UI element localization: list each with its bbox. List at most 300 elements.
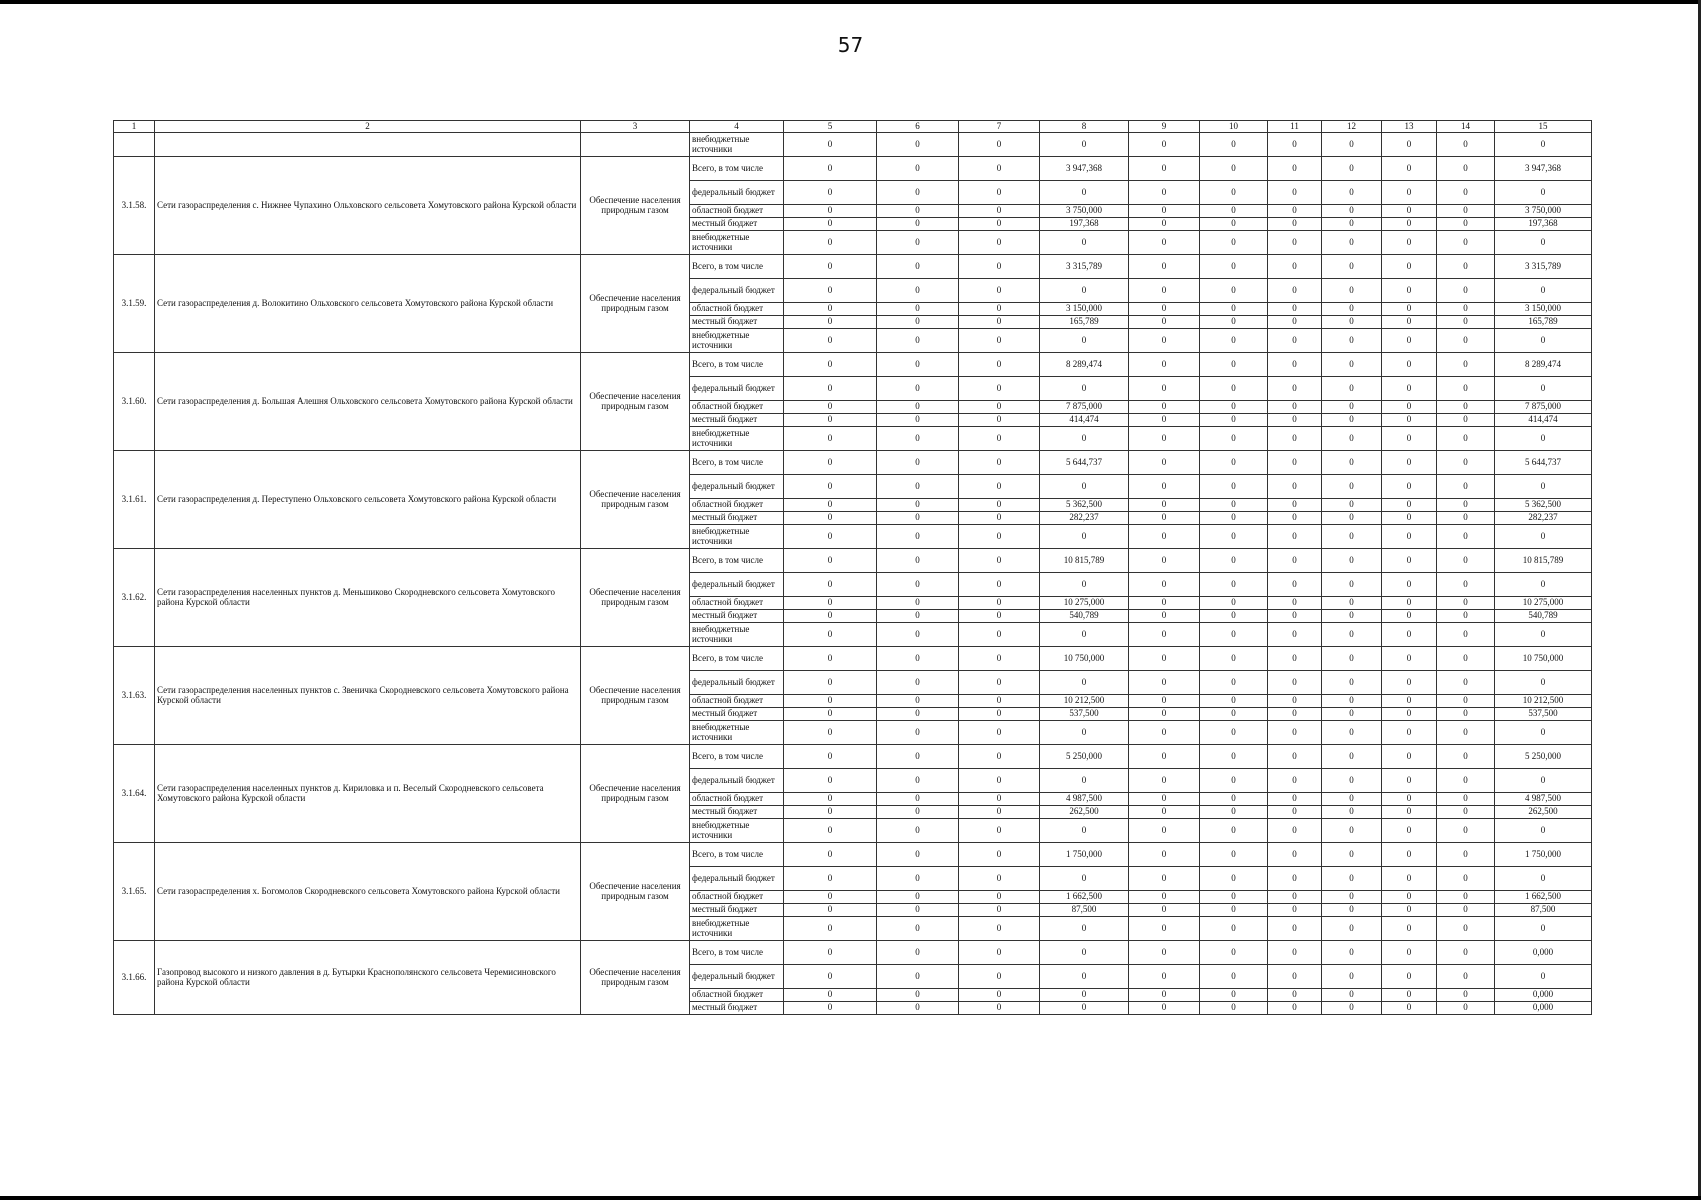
value-cell: 0 (877, 806, 959, 819)
project-purpose: Обеспечение населения природным газом (581, 451, 690, 549)
value-cell: 0 (877, 917, 959, 941)
value-cell: 0 (959, 549, 1040, 573)
value-cell: 0 (1322, 525, 1382, 549)
column-header: 9 (1129, 121, 1200, 133)
value-cell: 0 (1322, 353, 1382, 377)
funding-source-label: местный бюджет (690, 414, 784, 427)
value-cell: 0 (1040, 917, 1129, 941)
item-number: 3.1.60. (114, 353, 155, 451)
value-cell: 0 (1268, 610, 1322, 623)
value-cell: 0 (784, 941, 877, 965)
value-cell: 0 (877, 573, 959, 597)
item-number: 3.1.61. (114, 451, 155, 549)
value-cell: 0 (1322, 329, 1382, 353)
value-cell: 0 (1268, 329, 1322, 353)
value-cell: 0 (959, 904, 1040, 917)
value-cell: 0 (784, 218, 877, 231)
value-cell: 537,500 (1040, 708, 1129, 721)
value-cell: 0,000 (1495, 1002, 1592, 1015)
value-cell: 0 (877, 989, 959, 1002)
value-cell: 0 (1129, 721, 1200, 745)
value-cell: 0 (784, 525, 877, 549)
value-cell: 0 (784, 623, 877, 647)
value-cell: 0 (1129, 769, 1200, 793)
value-cell: 0 (1129, 133, 1200, 157)
value-cell: 0 (1268, 843, 1322, 867)
value-cell: 0 (1437, 941, 1495, 965)
value-cell: 0,000 (1495, 989, 1592, 1002)
value-cell: 10 275,000 (1495, 597, 1592, 610)
value-cell: 0 (1322, 843, 1382, 867)
value-cell: 0 (1495, 475, 1592, 499)
funding-source-label: внебюджетные источники (690, 133, 784, 157)
value-cell: 0 (1129, 303, 1200, 316)
value-cell: 0 (959, 133, 1040, 157)
value-cell: 0 (784, 377, 877, 401)
column-header: 4 (690, 121, 784, 133)
value-cell: 0 (1129, 819, 1200, 843)
value-cell: 0 (1200, 819, 1268, 843)
value-cell: 0 (877, 353, 959, 377)
funding-source-label: федеральный бюджет (690, 181, 784, 205)
value-cell: 0 (1200, 279, 1268, 303)
value-cell: 0 (1268, 819, 1322, 843)
value-cell: 0 (1268, 255, 1322, 279)
value-cell: 262,500 (1040, 806, 1129, 819)
table-row (114, 549, 1592, 573)
value-cell: 0 (1382, 205, 1437, 218)
value-cell: 0 (1437, 377, 1495, 401)
funding-source-label: местный бюджет (690, 512, 784, 525)
value-cell: 0 (1268, 721, 1322, 745)
funding-source-label: внебюджетные источники (690, 427, 784, 451)
project-name: Сети газораспределения д. Большая Алешня Ольховского сельсовета Хомутовского района Курской области (155, 353, 581, 451)
value-cell: 0 (1129, 671, 1200, 695)
value-cell: 0 (1382, 745, 1437, 769)
value-cell: 0 (1268, 917, 1322, 941)
value-cell: 0 (1382, 769, 1437, 793)
value-cell: 0 (1268, 904, 1322, 917)
column-header: 13 (1382, 121, 1437, 133)
value-cell: 5 362,500 (1495, 499, 1592, 512)
value-cell: 0 (1382, 475, 1437, 499)
value-cell: 0 (959, 819, 1040, 843)
value-cell: 282,237 (1040, 512, 1129, 525)
value-cell: 0 (1200, 377, 1268, 401)
value-cell: 0 (1040, 623, 1129, 647)
funding-source-label: внебюджетные источники (690, 623, 784, 647)
value-cell: 0 (784, 549, 877, 573)
value-cell: 0 (1382, 917, 1437, 941)
item-number: 3.1.64. (114, 745, 155, 843)
value-cell: 0 (1322, 721, 1382, 745)
value-cell: 0 (1322, 133, 1382, 157)
value-cell: 0 (1200, 218, 1268, 231)
value-cell: 0 (877, 721, 959, 745)
value-cell: 0 (959, 329, 1040, 353)
value-cell: 4 987,500 (1040, 793, 1129, 806)
value-cell: 3 750,000 (1495, 205, 1592, 218)
value-cell: 0 (1437, 671, 1495, 695)
value-cell: 3 315,789 (1495, 255, 1592, 279)
value-cell: 0 (1322, 941, 1382, 965)
value-cell: 0 (877, 695, 959, 708)
value-cell: 0 (877, 427, 959, 451)
value-cell: 0 (1268, 745, 1322, 769)
value-cell: 0 (1200, 806, 1268, 819)
funding-source-label: внебюджетные источники (690, 329, 784, 353)
purpose-cell (581, 133, 690, 157)
value-cell: 0 (1200, 573, 1268, 597)
value-cell: 0 (959, 891, 1040, 904)
value-cell: 0 (1437, 573, 1495, 597)
value-cell: 0 (1382, 525, 1437, 549)
value-cell: 0 (784, 414, 877, 427)
value-cell: 0 (1200, 353, 1268, 377)
value-cell: 0 (1322, 218, 1382, 231)
funding-source-label: областной бюджет (690, 891, 784, 904)
funding-source-label: областной бюджет (690, 401, 784, 414)
value-cell: 0 (1437, 843, 1495, 867)
value-cell: 3 315,789 (1040, 255, 1129, 279)
value-cell: 0 (784, 255, 877, 279)
value-cell: 0 (1040, 181, 1129, 205)
value-cell: 0 (1382, 451, 1437, 475)
value-cell: 0 (959, 610, 1040, 623)
value-cell: 0 (1129, 941, 1200, 965)
value-cell: 0 (784, 329, 877, 353)
value-cell: 0 (1322, 904, 1382, 917)
value-cell: 0 (1200, 414, 1268, 427)
column-header: 6 (877, 121, 959, 133)
value-cell: 0 (1382, 218, 1437, 231)
value-cell: 0 (959, 181, 1040, 205)
table-row (114, 133, 1592, 157)
value-cell: 0 (1268, 597, 1322, 610)
funding-source-label: областной бюджет (690, 499, 784, 512)
value-cell: 414,474 (1495, 414, 1592, 427)
value-cell: 0 (1040, 965, 1129, 989)
value-cell: 0 (1322, 819, 1382, 843)
value-cell: 0 (1322, 279, 1382, 303)
value-cell: 540,789 (1040, 610, 1129, 623)
project-purpose: Обеспечение населения природным газом (581, 745, 690, 843)
funding-source-label: федеральный бюджет (690, 279, 784, 303)
value-cell: 0 (1268, 303, 1322, 316)
value-cell: 0 (1268, 475, 1322, 499)
value-cell: 414,474 (1040, 414, 1129, 427)
value-cell: 0 (1437, 623, 1495, 647)
value-cell: 0 (1382, 499, 1437, 512)
value-cell: 0 (1437, 721, 1495, 745)
value-cell: 0 (959, 695, 1040, 708)
project-purpose: Обеспечение населения природным газом (581, 647, 690, 745)
value-cell: 0 (1322, 917, 1382, 941)
value-cell: 537,500 (1495, 708, 1592, 721)
value-cell: 0 (1437, 316, 1495, 329)
value-cell: 0 (1382, 721, 1437, 745)
value-cell: 0 (1495, 573, 1592, 597)
value-cell: 0 (784, 181, 877, 205)
funding-source-label: местный бюджет (690, 708, 784, 721)
value-cell: 0 (1495, 279, 1592, 303)
funding-source-label: местный бюджет (690, 610, 784, 623)
value-cell: 0 (1495, 329, 1592, 353)
column-header: 2 (155, 121, 581, 133)
value-cell: 0 (784, 205, 877, 218)
value-cell: 0 (1437, 205, 1495, 218)
value-cell: 0 (959, 917, 1040, 941)
value-cell: 5 250,000 (1495, 745, 1592, 769)
value-cell: 0 (877, 819, 959, 843)
value-cell: 0 (784, 965, 877, 989)
value-cell: 0 (1382, 303, 1437, 316)
value-cell: 0 (1437, 610, 1495, 623)
value-cell: 0 (1040, 231, 1129, 255)
value-cell: 0 (1200, 721, 1268, 745)
value-cell: 0 (877, 610, 959, 623)
value-cell: 0 (1268, 157, 1322, 181)
value-cell: 0 (1200, 475, 1268, 499)
value-cell: 0 (1129, 904, 1200, 917)
value-cell: 5 644,737 (1495, 451, 1592, 475)
value-cell: 197,368 (1040, 218, 1129, 231)
value-cell: 0 (1322, 695, 1382, 708)
value-cell: 0 (784, 353, 877, 377)
value-cell: 87,500 (1040, 904, 1129, 917)
value-cell: 0 (784, 451, 877, 475)
value-cell: 1 750,000 (1495, 843, 1592, 867)
project-name: Сети газораспределения х. Богомолов Скородневского сельсовета Хомутовского района Курской области (155, 843, 581, 941)
value-cell: 0 (1200, 745, 1268, 769)
value-cell: 0 (959, 989, 1040, 1002)
value-cell: 0 (1200, 255, 1268, 279)
value-cell: 0 (1495, 867, 1592, 891)
value-cell: 0 (1268, 647, 1322, 671)
value-cell: 0 (959, 401, 1040, 414)
value-cell: 0 (1382, 157, 1437, 181)
value-cell: 0 (1437, 708, 1495, 721)
value-cell: 0 (1200, 133, 1268, 157)
value-cell: 5 250,000 (1040, 745, 1129, 769)
value-cell: 0 (877, 231, 959, 255)
value-cell: 0 (1437, 353, 1495, 377)
item-number: 3.1.65. (114, 843, 155, 941)
value-cell: 0 (1322, 475, 1382, 499)
value-cell: 0 (1322, 303, 1382, 316)
value-cell: 0 (1200, 623, 1268, 647)
value-cell: 0 (877, 205, 959, 218)
value-cell: 0 (877, 218, 959, 231)
value-cell: 0 (1200, 401, 1268, 414)
value-cell: 8 289,474 (1495, 353, 1592, 377)
value-cell: 0 (1495, 427, 1592, 451)
table-row (114, 647, 1592, 671)
value-cell: 0 (1129, 573, 1200, 597)
value-cell: 0 (959, 451, 1040, 475)
funding-source-label: Всего, в том числе (690, 157, 784, 181)
value-cell: 0 (959, 843, 1040, 867)
value-cell: 0 (1040, 941, 1129, 965)
header-row (114, 121, 1592, 133)
value-cell: 0 (1200, 610, 1268, 623)
value-cell: 0 (1382, 181, 1437, 205)
value-cell: 0 (784, 133, 877, 157)
value-cell: 0 (1382, 231, 1437, 255)
value-cell: 0 (784, 793, 877, 806)
value-cell: 0 (1322, 597, 1382, 610)
value-cell: 0 (1495, 623, 1592, 647)
value-cell: 0 (1437, 597, 1495, 610)
value-cell: 0 (1382, 708, 1437, 721)
table-row (114, 353, 1592, 377)
value-cell: 0 (1437, 279, 1495, 303)
value-cell: 0 (1129, 965, 1200, 989)
funding-source-label: областной бюджет (690, 597, 784, 610)
funding-source-label: Всего, в том числе (690, 647, 784, 671)
value-cell: 0 (1382, 377, 1437, 401)
value-cell: 3 750,000 (1040, 205, 1129, 218)
funding-source-label: федеральный бюджет (690, 671, 784, 695)
value-cell: 10 815,789 (1040, 549, 1129, 573)
value-cell: 0 (877, 549, 959, 573)
value-cell: 0 (1040, 475, 1129, 499)
value-cell: 0 (784, 819, 877, 843)
funding-source-label: областной бюджет (690, 695, 784, 708)
value-cell: 282,237 (1495, 512, 1592, 525)
value-cell: 0 (1322, 610, 1382, 623)
scan-bottom-edge (0, 1196, 1701, 1200)
value-cell: 0 (1382, 647, 1437, 671)
value-cell: 10 750,000 (1040, 647, 1129, 671)
value-cell: 0 (784, 610, 877, 623)
value-cell: 87,500 (1495, 904, 1592, 917)
value-cell: 0 (1437, 512, 1495, 525)
funding-source-label: внебюджетные источники (690, 525, 784, 549)
value-cell: 0 (1495, 181, 1592, 205)
value-cell: 0 (959, 1002, 1040, 1015)
value-cell: 0 (1200, 917, 1268, 941)
value-cell: 0 (1437, 989, 1495, 1002)
value-cell: 0 (1200, 525, 1268, 549)
value-cell: 0 (1200, 708, 1268, 721)
value-cell: 0 (784, 891, 877, 904)
value-cell: 0 (1200, 316, 1268, 329)
value-cell: 0 (1129, 427, 1200, 451)
value-cell: 0 (1200, 793, 1268, 806)
funding-source-label: Всего, в том числе (690, 451, 784, 475)
value-cell: 0 (877, 303, 959, 316)
value-cell: 0 (1040, 427, 1129, 451)
value-cell: 5 644,737 (1040, 451, 1129, 475)
value-cell: 0 (1129, 647, 1200, 671)
value-cell: 0 (1437, 1002, 1495, 1015)
column-header: 10 (1200, 121, 1268, 133)
value-cell: 540,789 (1495, 610, 1592, 623)
value-cell: 0 (1322, 401, 1382, 414)
value-cell: 0 (1129, 610, 1200, 623)
value-cell: 0 (1129, 255, 1200, 279)
value-cell: 0 (1382, 904, 1437, 917)
value-cell: 0 (1200, 181, 1268, 205)
value-cell: 0 (1129, 414, 1200, 427)
value-cell: 0 (959, 231, 1040, 255)
funding-source-label: областной бюджет (690, 205, 784, 218)
value-cell: 0 (959, 721, 1040, 745)
value-cell: 0 (1437, 793, 1495, 806)
value-cell: 3 150,000 (1495, 303, 1592, 316)
value-cell: 0 (1437, 157, 1495, 181)
value-cell: 0 (1437, 806, 1495, 819)
value-cell: 0 (1322, 255, 1382, 279)
value-cell: 0 (1040, 1002, 1129, 1015)
value-cell: 0 (959, 525, 1040, 549)
value-cell: 0 (1129, 708, 1200, 721)
value-cell: 0 (1129, 512, 1200, 525)
value-cell: 0 (877, 965, 959, 989)
value-cell: 0 (1129, 231, 1200, 255)
value-cell: 0 (1437, 401, 1495, 414)
value-cell: 0 (959, 573, 1040, 597)
value-cell: 0 (784, 303, 877, 316)
item-number-cell (114, 133, 155, 157)
value-cell: 0 (1129, 1002, 1200, 1015)
value-cell: 0 (1322, 512, 1382, 525)
item-number: 3.1.58. (114, 157, 155, 255)
value-cell: 0 (959, 965, 1040, 989)
value-cell: 0 (877, 843, 959, 867)
column-header: 5 (784, 121, 877, 133)
value-cell: 0 (1200, 512, 1268, 525)
table-body (114, 133, 1592, 1015)
funding-source-label: областной бюджет (690, 989, 784, 1002)
value-cell: 0 (1322, 451, 1382, 475)
value-cell: 0 (1382, 1002, 1437, 1015)
value-cell: 0 (1129, 401, 1200, 414)
value-cell: 0 (784, 721, 877, 745)
value-cell: 0 (1437, 499, 1495, 512)
value-cell: 0 (1437, 181, 1495, 205)
value-cell: 0 (1322, 708, 1382, 721)
value-cell: 0 (1200, 499, 1268, 512)
project-name: Сети газораспределения с. Нижнее Чупахино Ольховского сельсовета Хомутовского района Курской области (155, 157, 581, 255)
value-cell: 0 (1129, 218, 1200, 231)
funding-source-label: внебюджетные источники (690, 917, 784, 941)
value-cell: 0 (1268, 181, 1322, 205)
value-cell: 0 (1322, 769, 1382, 793)
funding-source-label: федеральный бюджет (690, 867, 784, 891)
value-cell: 0 (877, 647, 959, 671)
funding-source-label: местный бюджет (690, 806, 784, 819)
value-cell: 0 (1382, 695, 1437, 708)
value-cell: 0 (1322, 891, 1382, 904)
value-cell: 0 (784, 475, 877, 499)
value-cell: 0 (1437, 525, 1495, 549)
value-cell: 0 (1268, 353, 1322, 377)
column-header: 3 (581, 121, 690, 133)
value-cell: 0 (1040, 377, 1129, 401)
value-cell: 0 (1322, 573, 1382, 597)
value-cell: 0 (1200, 205, 1268, 218)
value-cell: 0 (1129, 867, 1200, 891)
value-cell: 1 750,000 (1040, 843, 1129, 867)
value-cell: 0 (784, 843, 877, 867)
value-cell: 0 (1268, 806, 1322, 819)
value-cell: 0 (1437, 917, 1495, 941)
project-name: Сети газораспределения населенных пунктов д. Меньшиково Скородневского сельсовета Хомутовского района Курской области (155, 549, 581, 647)
value-cell: 0 (1437, 451, 1495, 475)
value-cell: 0 (1268, 427, 1322, 451)
